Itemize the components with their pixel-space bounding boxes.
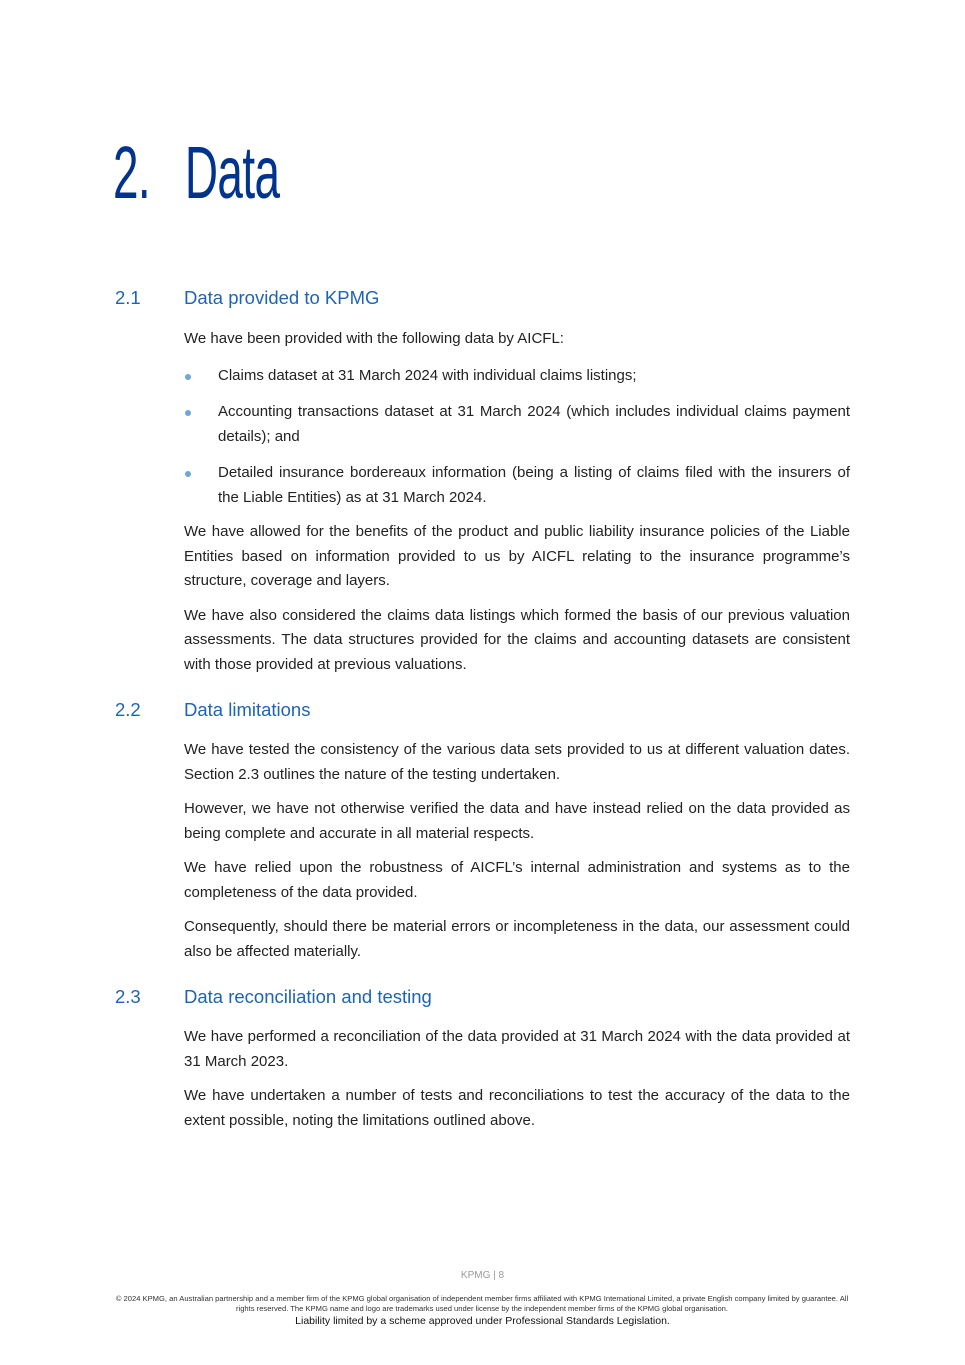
section-heading	[0, 699, 965, 729]
paragraph: We have relied upon the robustness of AICFL’s internal administration and systems as to the completeness of the data provided.	[184, 859, 850, 901]
section-number: 2.1	[115, 287, 141, 308]
section-heading	[0, 287, 965, 317]
liability-notice: Liability limited by a scheme approved under Professional Standards Legislation.	[295, 1315, 670, 1327]
list-item-text: Detailed insurance bordereaux information (being a listing of claims filed with the insurers of the Liable Entities) as at 31 March 2024.	[218, 464, 850, 506]
section-body	[184, 1025, 850, 1133]
list-item-text: Accounting transactions dataset at 31 March 2024 (which includes individual claims payment details); and	[218, 403, 850, 445]
paragraph: We have been provided with the following data by AICFL:	[184, 330, 564, 347]
chapter-title	[113, 128, 279, 218]
bullet-icon	[185, 410, 191, 416]
section-2-1	[0, 287, 965, 673]
paragraph: We have undertaken a number of tests and reconciliations to test the accuracy of the data to the extent possible, noting the limitations outlined above.	[184, 1087, 850, 1129]
page-number: KPMG | 8	[460, 1270, 505, 1281]
section-heading	[0, 986, 965, 1016]
bullet-icon	[185, 374, 191, 380]
paragraph: However, we have not otherwise verified the data and have instead relied on the data provided as being complete and accurate in all material respects.	[184, 800, 850, 842]
list-item-text: Claims dataset at 31 March 2024 with individual claims listings;	[218, 366, 637, 384]
paragraph: We have also considered the claims data listings which formed the basis of our previous valuation assessments. The data structures provided for the claims and accounting datasets are consistent with those provided at previous valuations.	[184, 606, 850, 673]
section-2-2	[0, 699, 965, 960]
section-title: Data limitations	[184, 699, 311, 720]
list-item	[184, 400, 850, 449]
bullet-list	[184, 364, 850, 511]
legal-notice: © 2024 KPMG, an Australian partnership and a member firm of the KPMG global organisation of independent member firms affiliated with KPMG International Limited, a private English company limited by guarantee. All rights reserved. The KPMG name and logo are trademarks used under license by the independent member firms of the KPMG global organisation.	[115, 1294, 849, 1313]
section-title: Data provided to KPMG	[184, 287, 380, 308]
paragraph: Consequently, should there be material errors or incompleteness in the data, our assessment could also be affected materially.	[184, 918, 850, 960]
section-2-3	[0, 986, 965, 1129]
paragraph: We have tested the consistency of the various data sets provided to us at different valuation dates. Section 2.3 outlines the nature of the testing undertaken.	[184, 741, 850, 783]
section-body	[184, 738, 850, 964]
section-body	[184, 327, 850, 677]
chapter-number: 2.	[113, 131, 151, 214]
paragraph: We have performed a reconciliation of the data provided at 31 March 2024 with the data provided at 31 March 2023.	[184, 1028, 850, 1070]
section-number: 2.2	[115, 699, 141, 720]
section-title: Data reconciliation and testing	[184, 986, 432, 1007]
bullet-icon	[185, 471, 191, 477]
paragraph: We have allowed for the benefits of the product and public liability insurance policies of the Liable Entities based on information provided to us by AICFL relating to the insurance programme’s structure, coverage and layers.	[184, 523, 850, 589]
list-item	[184, 364, 850, 389]
list-item	[184, 461, 850, 510]
chapter-name: Data	[184, 131, 280, 214]
section-number: 2.3	[115, 986, 141, 1007]
